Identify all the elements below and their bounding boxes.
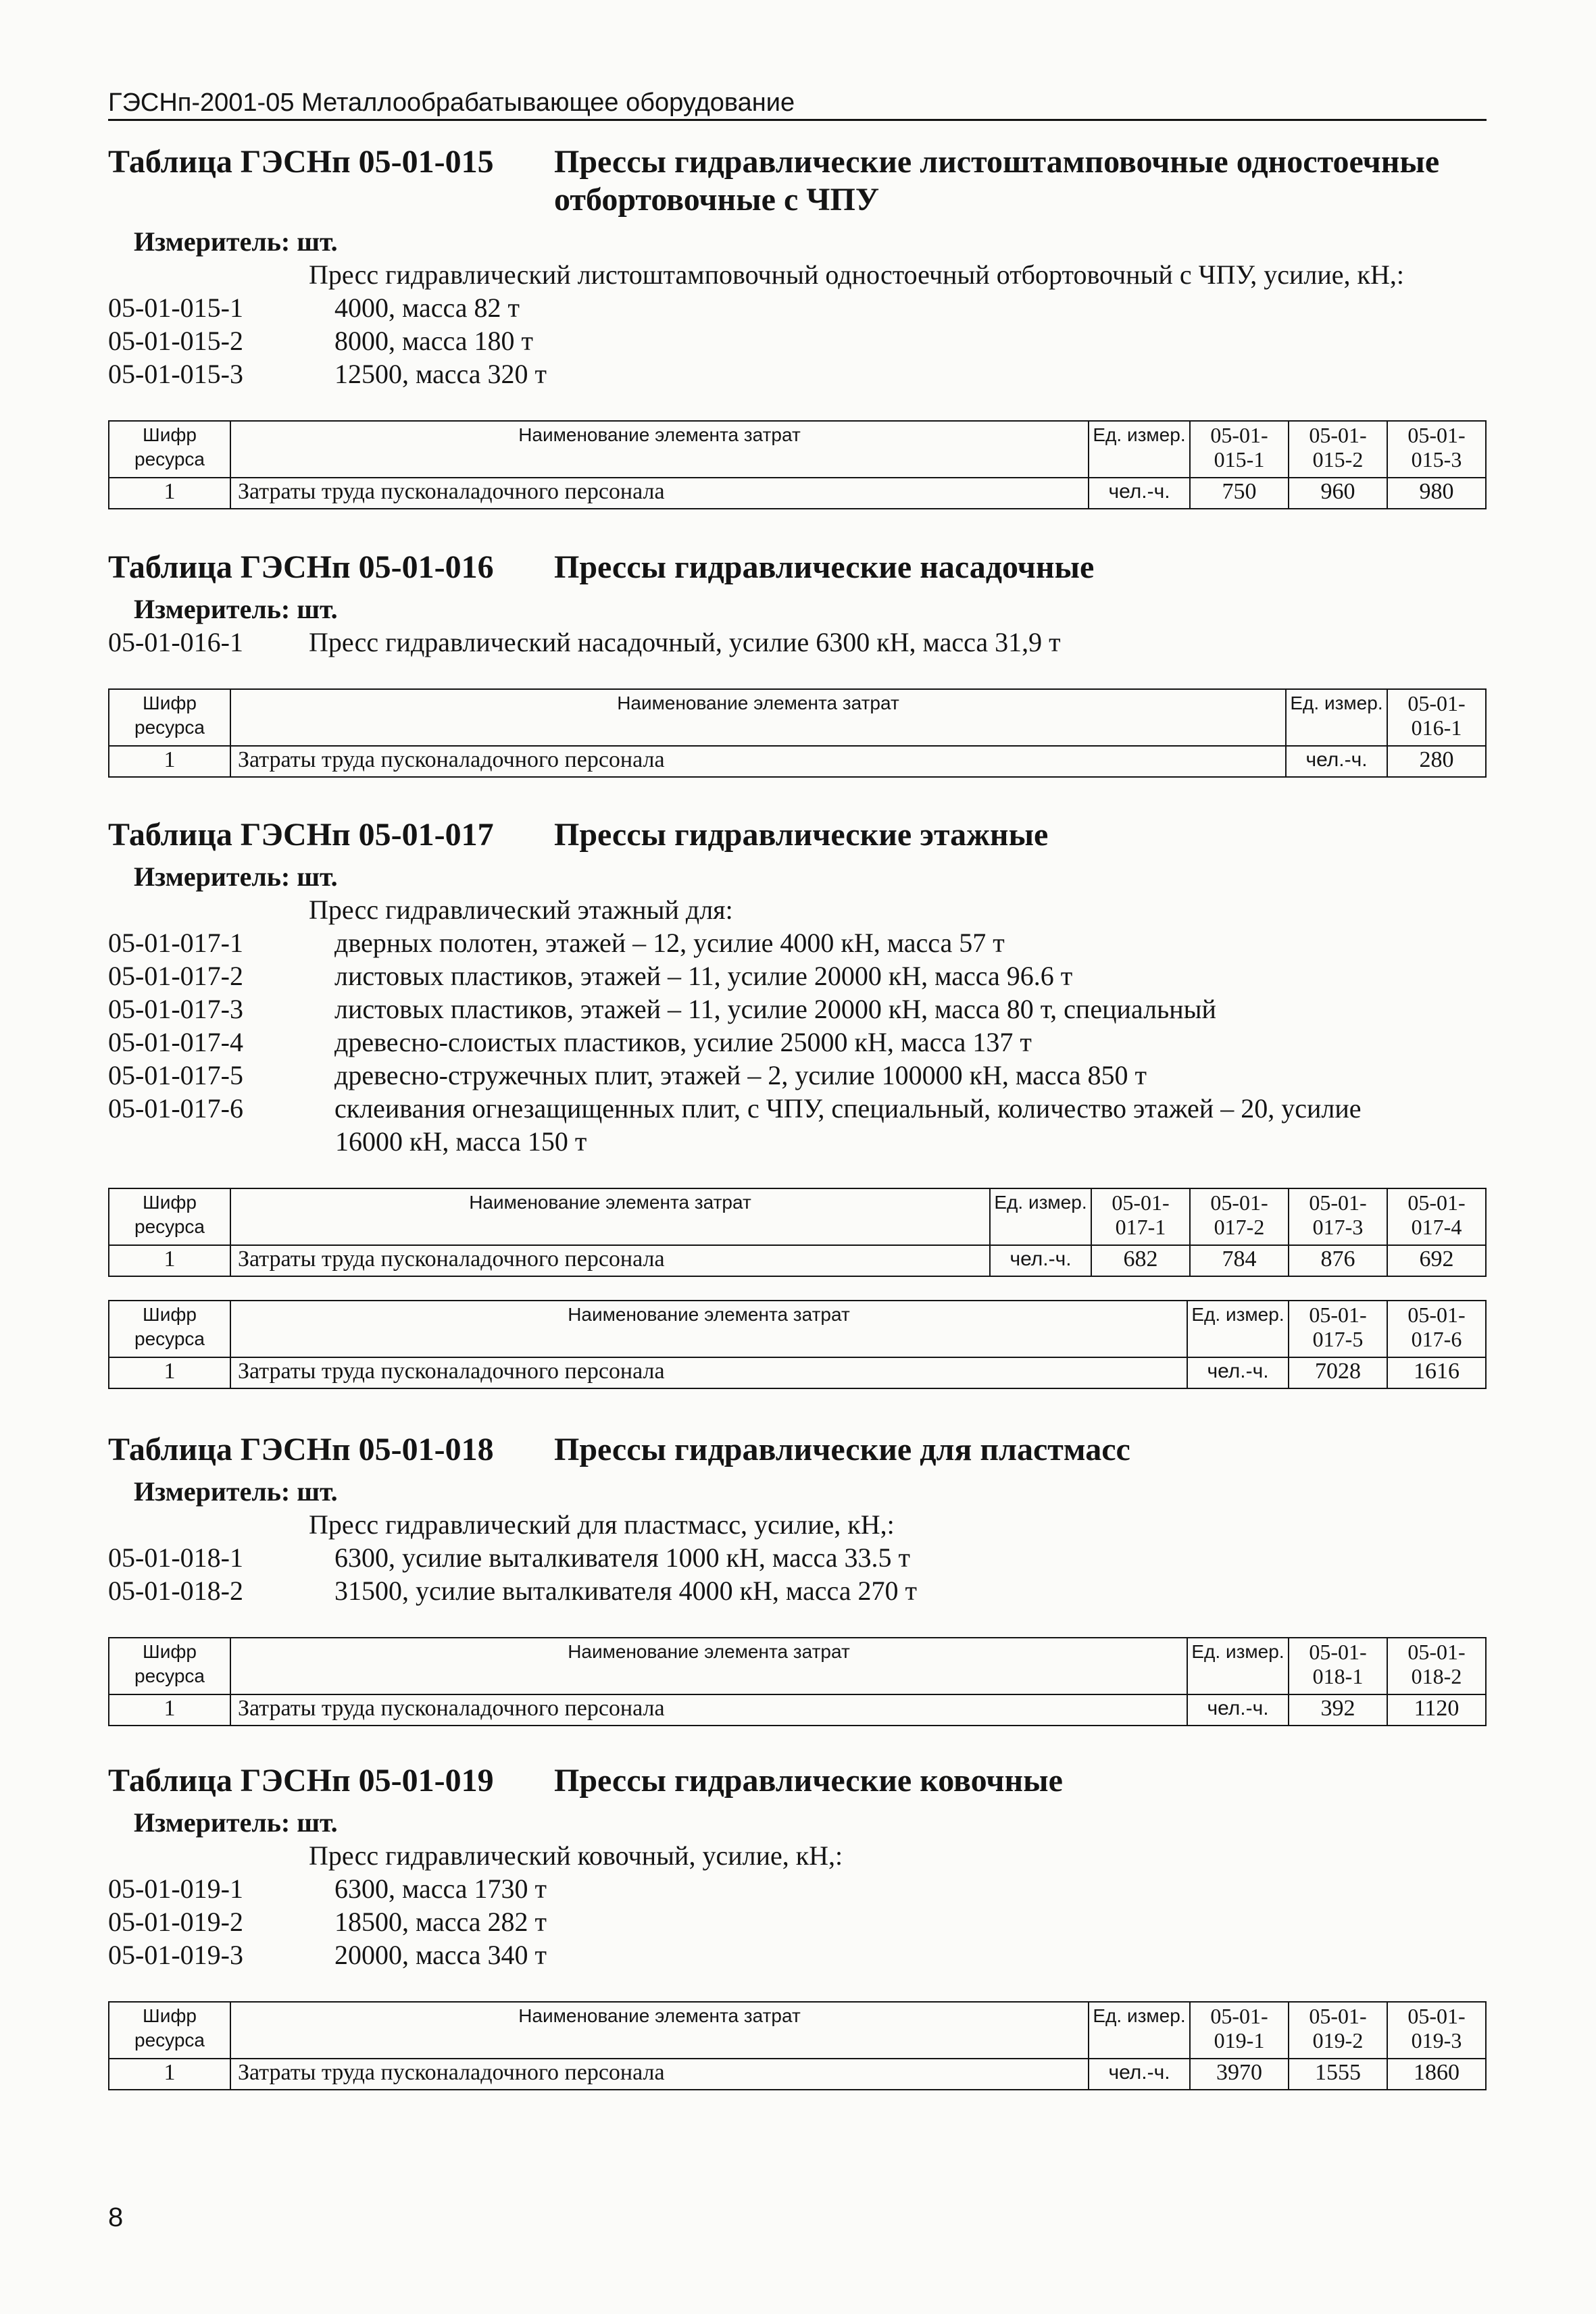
list-item bbox=[108, 926, 1487, 959]
cost-element-name: Затраты труда пусконаладочного персонала bbox=[230, 1245, 990, 1276]
header-rate-code: 05-01-017-3 bbox=[1289, 1188, 1387, 1245]
cost-table bbox=[108, 688, 1487, 778]
header-rate-code: 05-01-015-2 bbox=[1289, 421, 1387, 478]
table-code: Таблица ГЭСНп 05-01-017 bbox=[108, 817, 494, 853]
cost-element-name: Затраты труда пусконаладочного персонала bbox=[230, 1357, 1187, 1388]
item-text: листовых пластиков, этажей – 11, усилие 20000 кН, масса 96.6 т bbox=[334, 961, 1073, 991]
header-cost-element: Наименование элемента затрат bbox=[230, 1638, 1187, 1694]
description-intro: Пресс гидравлический для пластмасс, усилие, кН,: bbox=[309, 1509, 895, 1540]
list-item bbox=[108, 959, 1487, 992]
item-text: 6300, масса 1730 т bbox=[334, 1873, 547, 1904]
running-header: ГЭСНп-2001-05 Металлообрабатывающее оборудование bbox=[108, 86, 1487, 121]
table-title: Прессы гидравлические листоштамповочные одностоечные отбортовочные с ЧПУ bbox=[554, 144, 1440, 218]
rate-value: 692 bbox=[1387, 1245, 1486, 1276]
header-rate-code: 05-01-017-1 bbox=[1091, 1188, 1190, 1245]
measure-unit: Измеритель: шт. bbox=[134, 1807, 338, 1838]
header-rate-code: 05-01-016-1 bbox=[1387, 689, 1486, 746]
resource-description bbox=[108, 1508, 1487, 1607]
table-row bbox=[109, 478, 1486, 509]
item-text: 12500, масса 320 т bbox=[334, 359, 547, 389]
header-rate-code: 05-01-019-2 bbox=[1289, 2002, 1387, 2059]
item-code: 05-01-017-2 bbox=[108, 961, 243, 991]
header-unit: Ед. измер. bbox=[1089, 2002, 1190, 2059]
header-rate-code: 05-01-019-3 bbox=[1387, 2002, 1486, 2059]
item-code: 05-01-015-3 bbox=[108, 359, 243, 389]
header-cost-element: Наименование элемента затрат bbox=[230, 421, 1089, 478]
cost-table bbox=[108, 2001, 1487, 2090]
header-resource-code: Шифр ресурса bbox=[109, 689, 230, 746]
list-item bbox=[108, 1059, 1487, 1092]
item-code: 05-01-016-1 bbox=[108, 627, 243, 657]
item-code: 05-01-017-3 bbox=[108, 994, 243, 1024]
rate-value: 750 bbox=[1190, 478, 1289, 509]
table-header-row bbox=[109, 2002, 1486, 2059]
table-code: Таблица ГЭСНп 05-01-018 bbox=[108, 1432, 494, 1467]
cost-table bbox=[108, 1637, 1487, 1726]
unit-value: чел.-ч. bbox=[1187, 1357, 1289, 1388]
resource-description bbox=[108, 258, 1487, 391]
measure-unit: Измеритель: шт. bbox=[134, 594, 338, 624]
list-item bbox=[108, 1574, 1487, 1607]
rate-value: 392 bbox=[1289, 1694, 1387, 1726]
rate-value: 1860 bbox=[1387, 2059, 1486, 2090]
cost-table bbox=[108, 1188, 1487, 1277]
item-text: 20000, масса 340 т bbox=[334, 1940, 547, 1970]
table-header-row bbox=[109, 421, 1486, 478]
header-rate-code: 05-01-017-4 bbox=[1387, 1188, 1486, 1245]
item-text: 6300, усилие выталкивателя 1000 кН, масса 33.5 т bbox=[334, 1542, 910, 1573]
item-code: 05-01-017-5 bbox=[108, 1060, 243, 1090]
table-row bbox=[109, 1245, 1486, 1276]
resource-code: 1 bbox=[109, 746, 230, 777]
rate-value: 280 bbox=[1387, 746, 1486, 777]
section-05-01-019 bbox=[108, 1762, 1487, 2090]
header-rate-code: 05-01-015-3 bbox=[1387, 421, 1486, 478]
table-title: Прессы гидравлические насадочные bbox=[554, 549, 1095, 585]
item-code: 05-01-017-1 bbox=[108, 928, 243, 958]
item-text: древесно-стружечных плит, этажей – 2, усилие 100000 кН, масса 850 т bbox=[334, 1060, 1147, 1090]
list-item bbox=[108, 1541, 1487, 1574]
item-text: 4000, масса 82 т bbox=[334, 293, 520, 323]
table-title: Прессы гидравлические ковочные bbox=[554, 1763, 1063, 1799]
header-rate-code: 05-01-017-5 bbox=[1289, 1301, 1387, 1357]
header-cost-element: Наименование элемента затрат bbox=[230, 1188, 990, 1245]
rate-value: 1120 bbox=[1387, 1694, 1486, 1726]
table-header-row bbox=[109, 1638, 1486, 1694]
rate-value: 980 bbox=[1387, 478, 1486, 509]
header-resource-code: Шифр ресурса bbox=[109, 1301, 230, 1357]
table-header-row bbox=[109, 1301, 1486, 1357]
section-05-01-018 bbox=[108, 1431, 1487, 1726]
description-intro: Пресс гидравлический этажный для: bbox=[309, 895, 733, 925]
resource-description bbox=[108, 1839, 1487, 1971]
cost-table bbox=[108, 420, 1487, 509]
header-unit: Ед. измер. bbox=[1089, 421, 1190, 478]
measure-unit: Измеритель: шт. bbox=[134, 1476, 338, 1507]
item-text: склеивания огнезащищенных плит, с ЧПУ, специальный, количество этажей – 20, усилие bbox=[334, 1093, 1362, 1124]
rate-value: 7028 bbox=[1289, 1357, 1387, 1388]
rate-value: 784 bbox=[1190, 1245, 1289, 1276]
cost-element-name: Затраты труда пусконаладочного персонала bbox=[230, 2059, 1089, 2090]
item-code: 05-01-017-4 bbox=[108, 1027, 243, 1057]
list-item bbox=[108, 324, 1487, 357]
item-code: 05-01-018-2 bbox=[108, 1576, 243, 1606]
header-cost-element: Наименование элемента затрат bbox=[230, 1301, 1187, 1357]
item-code: 05-01-019-2 bbox=[108, 1907, 243, 1937]
table-code: Таблица ГЭСНп 05-01-019 bbox=[108, 1763, 494, 1799]
header-resource-code: Шифр ресурса bbox=[109, 2002, 230, 2059]
table-row bbox=[109, 1694, 1486, 1726]
header-rate-code: 05-01-018-1 bbox=[1289, 1638, 1387, 1694]
item-text: 31500, усилие выталкивателя 4000 кН, масса 270 т bbox=[334, 1576, 917, 1606]
header-rate-code: 05-01-017-2 bbox=[1190, 1188, 1289, 1245]
rate-value: 876 bbox=[1289, 1245, 1387, 1276]
list-item bbox=[108, 1026, 1487, 1059]
list-item bbox=[108, 1872, 1487, 1905]
item-code: 05-01-018-1 bbox=[108, 1542, 243, 1573]
unit-value: чел.-ч. bbox=[990, 1245, 1091, 1276]
table-title: Прессы гидравлические для пластмасс bbox=[554, 1432, 1130, 1467]
header-unit: Ед. измер. bbox=[1187, 1301, 1289, 1357]
header-unit: Ед. измер. bbox=[990, 1188, 1091, 1245]
table-row bbox=[109, 746, 1486, 777]
header-resource-code: Шифр ресурса bbox=[109, 1188, 230, 1245]
measure-unit: Измеритель: шт. bbox=[134, 861, 338, 892]
cost-element-name: Затраты труда пусконаладочного персонала bbox=[230, 746, 1286, 777]
resource-description bbox=[108, 893, 1487, 1158]
item-text: 8000, масса 180 т bbox=[334, 326, 534, 356]
table-row bbox=[109, 1357, 1486, 1388]
table-row bbox=[109, 2059, 1486, 2090]
unit-value: чел.-ч. bbox=[1089, 478, 1190, 509]
header-resource-code: Шифр ресурса bbox=[109, 1638, 230, 1694]
resource-description bbox=[108, 626, 1487, 659]
unit-value: чел.-ч. bbox=[1286, 746, 1387, 777]
table-header-row bbox=[109, 1188, 1486, 1245]
header-rate-code: 05-01-017-6 bbox=[1387, 1301, 1486, 1357]
list-item bbox=[108, 626, 1487, 659]
section-05-01-015 bbox=[108, 143, 1487, 509]
header-cost-element: Наименование элемента затрат bbox=[230, 689, 1286, 746]
rate-value: 3970 bbox=[1190, 2059, 1289, 2090]
rate-value: 960 bbox=[1289, 478, 1387, 509]
item-text: древесно-слоистых пластиков, усилие 25000 кН, масса 137 т bbox=[334, 1027, 1032, 1057]
section-05-01-017 bbox=[108, 816, 1487, 1389]
unit-value: чел.-ч. bbox=[1089, 2059, 1190, 2090]
cost-table bbox=[108, 1300, 1487, 1389]
header-rate-code: 05-01-018-2 bbox=[1387, 1638, 1486, 1694]
table-code: Таблица ГЭСНп 05-01-016 bbox=[108, 549, 494, 585]
item-code: 05-01-017-6 bbox=[108, 1093, 243, 1124]
cost-element-name: Затраты труда пусконаладочного персонала bbox=[230, 1694, 1187, 1726]
rate-value: 1555 bbox=[1289, 2059, 1387, 2090]
header-rate-code: 05-01-019-1 bbox=[1190, 2002, 1289, 2059]
item-text: дверных полотен, этажей – 12, усилие 4000 кН, масса 57 т bbox=[334, 928, 1005, 958]
resource-code: 1 bbox=[109, 478, 230, 509]
description-intro: Пресс гидравлический листоштамповочный одностоечный отбортовочный с ЧПУ, усилие, кН,: bbox=[309, 259, 1404, 290]
table-code: Таблица ГЭСНп 05-01-015 bbox=[108, 144, 494, 180]
page-number: 8 bbox=[108, 2203, 124, 2232]
item-text: 18500, масса 282 т bbox=[334, 1907, 547, 1937]
list-item bbox=[108, 992, 1487, 1026]
list-item bbox=[108, 1092, 1487, 1125]
rate-value: 1616 bbox=[1387, 1357, 1486, 1388]
item-code: 05-01-015-1 bbox=[108, 293, 243, 323]
item-code: 05-01-015-2 bbox=[108, 326, 243, 356]
table-title: Прессы гидравлические этажные bbox=[554, 817, 1049, 853]
section-05-01-016 bbox=[108, 549, 1487, 778]
header-resource-code: Шифр ресурса bbox=[109, 421, 230, 478]
list-item bbox=[108, 1905, 1487, 1938]
header-unit: Ед. измер. bbox=[1187, 1638, 1289, 1694]
item-text: Пресс гидравлический насадочный, усилие 6300 кН, масса 31,9 т bbox=[309, 627, 1061, 657]
list-item bbox=[108, 1938, 1487, 1971]
unit-value: чел.-ч. bbox=[1187, 1694, 1289, 1726]
resource-code: 1 bbox=[109, 2059, 230, 2090]
item-code: 05-01-019-1 bbox=[108, 1873, 243, 1904]
resource-code: 1 bbox=[109, 1694, 230, 1726]
item-text-continuation: 16000 кН, масса 150 т bbox=[335, 1126, 587, 1157]
table-header-row bbox=[109, 689, 1486, 746]
list-item bbox=[108, 357, 1487, 391]
header-cost-element: Наименование элемента затрат bbox=[230, 2002, 1089, 2059]
item-code: 05-01-019-3 bbox=[108, 1940, 243, 1970]
list-item bbox=[108, 291, 1487, 324]
description-intro: Пресс гидравлический ковочный, усилие, кН,: bbox=[309, 1840, 843, 1871]
header-rate-code: 05-01-015-1 bbox=[1190, 421, 1289, 478]
rate-value: 682 bbox=[1091, 1245, 1190, 1276]
cost-element-name: Затраты труда пусконаладочного персонала bbox=[230, 478, 1089, 509]
resource-code: 1 bbox=[109, 1245, 230, 1276]
item-text: листовых пластиков, этажей – 11, усилие 20000 кН, масса 80 т, специальный bbox=[334, 994, 1216, 1024]
header-unit: Ед. измер. bbox=[1286, 689, 1387, 746]
measure-unit: Измеритель: шт. bbox=[134, 226, 338, 257]
resource-code: 1 bbox=[109, 1357, 230, 1388]
